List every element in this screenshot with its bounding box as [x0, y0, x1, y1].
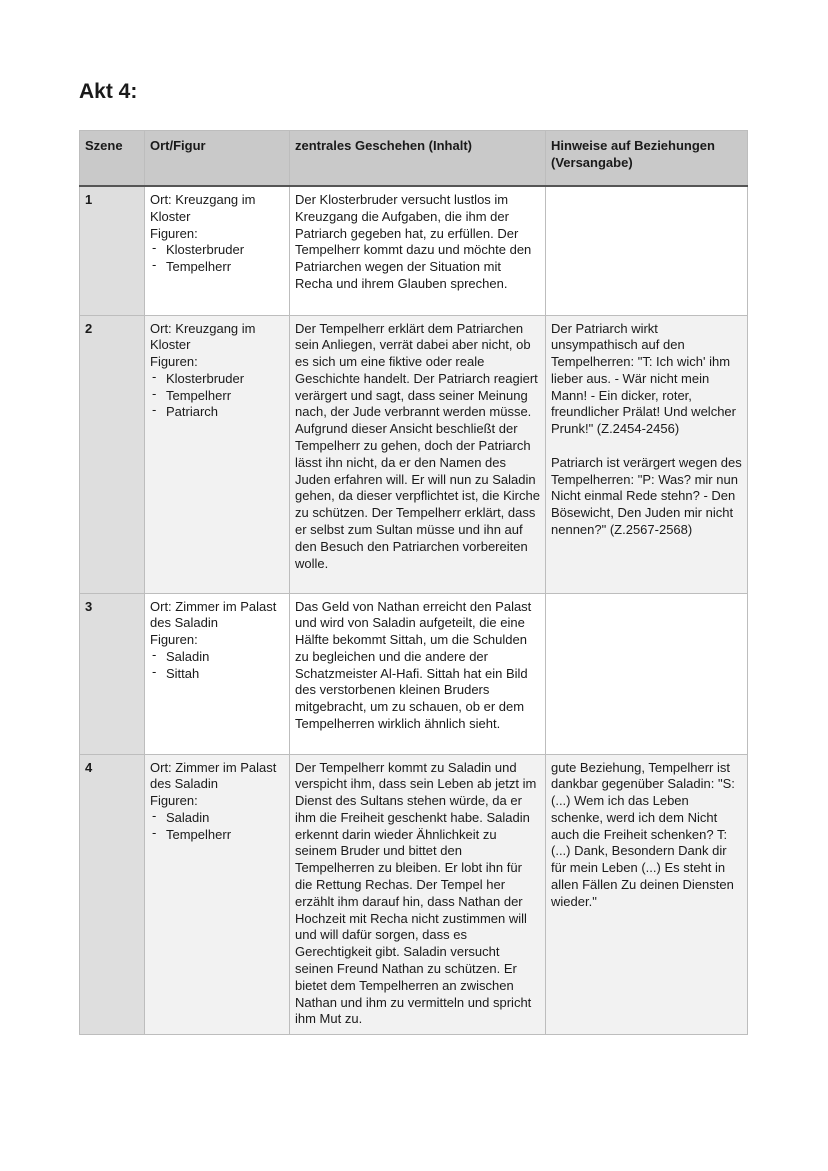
figures-list: [150, 810, 284, 844]
table-row: [80, 593, 748, 754]
table-header: [80, 131, 748, 187]
figures-list: [150, 371, 284, 421]
figure-item: - Patriarch: [150, 404, 284, 421]
table-row: [80, 315, 748, 593]
figure-item: - Tempelherr: [150, 827, 284, 844]
place-text: Ort: Kreuzgang im Kloster: [150, 192, 256, 224]
relations-cell: [546, 593, 748, 754]
scene-number: 2: [80, 315, 145, 593]
column-header-place: Ort/Figur: [145, 131, 290, 187]
place-text: Ort: Kreuzgang im Kloster: [150, 320, 256, 353]
place-cell: [145, 593, 290, 754]
scene-table: [79, 130, 748, 1035]
column-header-relations: Hinweise auf Beziehungen (Versangabe): [546, 131, 748, 187]
page-heading: Akt 4:: [79, 80, 138, 103]
scene-number: 4: [80, 754, 145, 1035]
events-cell: Der Klosterbruder versucht lustlos im Kreuzgang die Aufgaben, die ihm der Patriarch gegeben hat, zu erfüllen. Der Tempelherr kommt dazu und möchte den Patriarchen wegen der Situation mit Recha und ihrem Glauben sprechen.: [290, 186, 546, 315]
relations-cell: [546, 315, 748, 593]
events-cell: Der Tempelherr erklärt dem Patriarchen sein Anliegen, verrät dabei aber nicht, ob es sich um eine fiktive oder reale Geschichte handelt. Der Patriarch reagiert verärgert und sagt, dass seiner Meinung nach, der Jude verbrannt werden müsse. Aufgrund dieser Ansicht beschließt der Tempelherr zu gehen, doch der Patriarch lässt ihn nicht, da er den Namen des Juden erfahren will. Er will nun zu Saladin gehen, da dieser verpflichtet ist, die Kirche zu schützen. Der Tempelherr erklärt, dass er selbst zum Sultan müsse und ihn auf den Besuch den Patriarchen vorbereiten wolle.: [290, 315, 546, 593]
column-header-scene: Szene: [80, 131, 145, 187]
figure-item: - Saladin: [150, 649, 284, 666]
figures-label: Figuren:: [150, 632, 198, 648]
place-cell: [145, 315, 290, 593]
column-header-events: zentrales Geschehen (Inhalt): [290, 131, 546, 187]
table-row: [80, 186, 748, 315]
figure-item: - Tempelherr: [150, 388, 284, 405]
figures-label: Figuren:: [150, 354, 198, 370]
header-row: [80, 131, 748, 187]
figure-item: - Saladin: [150, 810, 284, 827]
relations-cell: [546, 186, 748, 315]
place-cell: [145, 754, 290, 1035]
relation-note: gute Beziehung, Tempelherr ist dankbar gegenüber Saladin: "S: (...) Wem ich das Leben schenke, werd ich dem Nicht auch die Freiheit schenken? T: (...) Dank, Besondern Dank dir für mein Leben (...) Es steht in allen Fällen Zu deinen Diensten wieder.": [551, 759, 735, 909]
figure-item: - Klosterbruder: [150, 242, 284, 259]
figures-list: [150, 649, 284, 683]
figure-item: - Tempelherr: [150, 259, 284, 276]
events-cell: Das Geld von Nathan erreicht den Palast und wird von Saladin aufgeteilt, die eine Hälfte bekommt Sittah, um die Schulden zu begleichen und die andere der Schatzmeister Al-Hafi. Sittah hat ein Bild des verstorbenen kleinen Bruders mitgebracht, um zu schauen, ob er dem Tempelherren wirklich ähnlich sieht.: [290, 593, 546, 754]
figure-item: - Sittah: [150, 666, 284, 683]
events-cell: Der Tempelherr kommt zu Saladin und verspicht ihm, dass sein Leben ab jetzt im Dienst des Sultans stehen würde, da er ihm die Freiheit geschenkt habe. Saladin erkennt darin wieder Ähnlichkeit zu seinem Bruder und bittet den Tempelherren zu bleiben. Er lobt ihn für die Rettung Rechas. Der Tempel her erzählt ihm darauf hin, dass Nathan der Hochzeit mit Recha nicht zustimmen will und will dafür sorgen, dass es Gerechtigkeit gibt. Saladin versucht seinen Freund Nathan zu schützen. Er bietet dem Tempelherren an zwischen Nathan und ihm zu vermitteln und spricht ihm Mut zu.: [290, 754, 546, 1035]
figure-item: - Klosterbruder: [150, 371, 284, 388]
scene-number: 3: [80, 593, 145, 754]
table-row: [80, 754, 748, 1035]
place-text: Ort: Zimmer im Palast des Saladin: [150, 759, 277, 792]
relation-note: Patriarch ist verärgert wegen des Tempelherren: "P: Was? mir nun Nicht einmal Rede stehn? - Den Bösewicht, Den Juden mir nicht nennen?" (Z.2567-2568): [551, 454, 742, 538]
scene-number: 1: [80, 186, 145, 315]
relation-note: Der Patriarch wirkt unsympathisch auf den Tempelherren: "T: Ich wich' ihm lieber aus. - Wär nicht mein Mann! - Ein dicker, roter, freundlicher Prälat! Und welcher Prunk!" (Z.2454-2456): [551, 320, 736, 437]
figures-label: Figuren:: [150, 225, 198, 241]
figures-label: Figuren:: [150, 793, 198, 809]
relations-cell: [546, 754, 748, 1035]
place-text: Ort: Zimmer im Palast des Saladin: [150, 598, 277, 631]
place-cell: [145, 186, 290, 315]
figures-list: [150, 242, 284, 276]
